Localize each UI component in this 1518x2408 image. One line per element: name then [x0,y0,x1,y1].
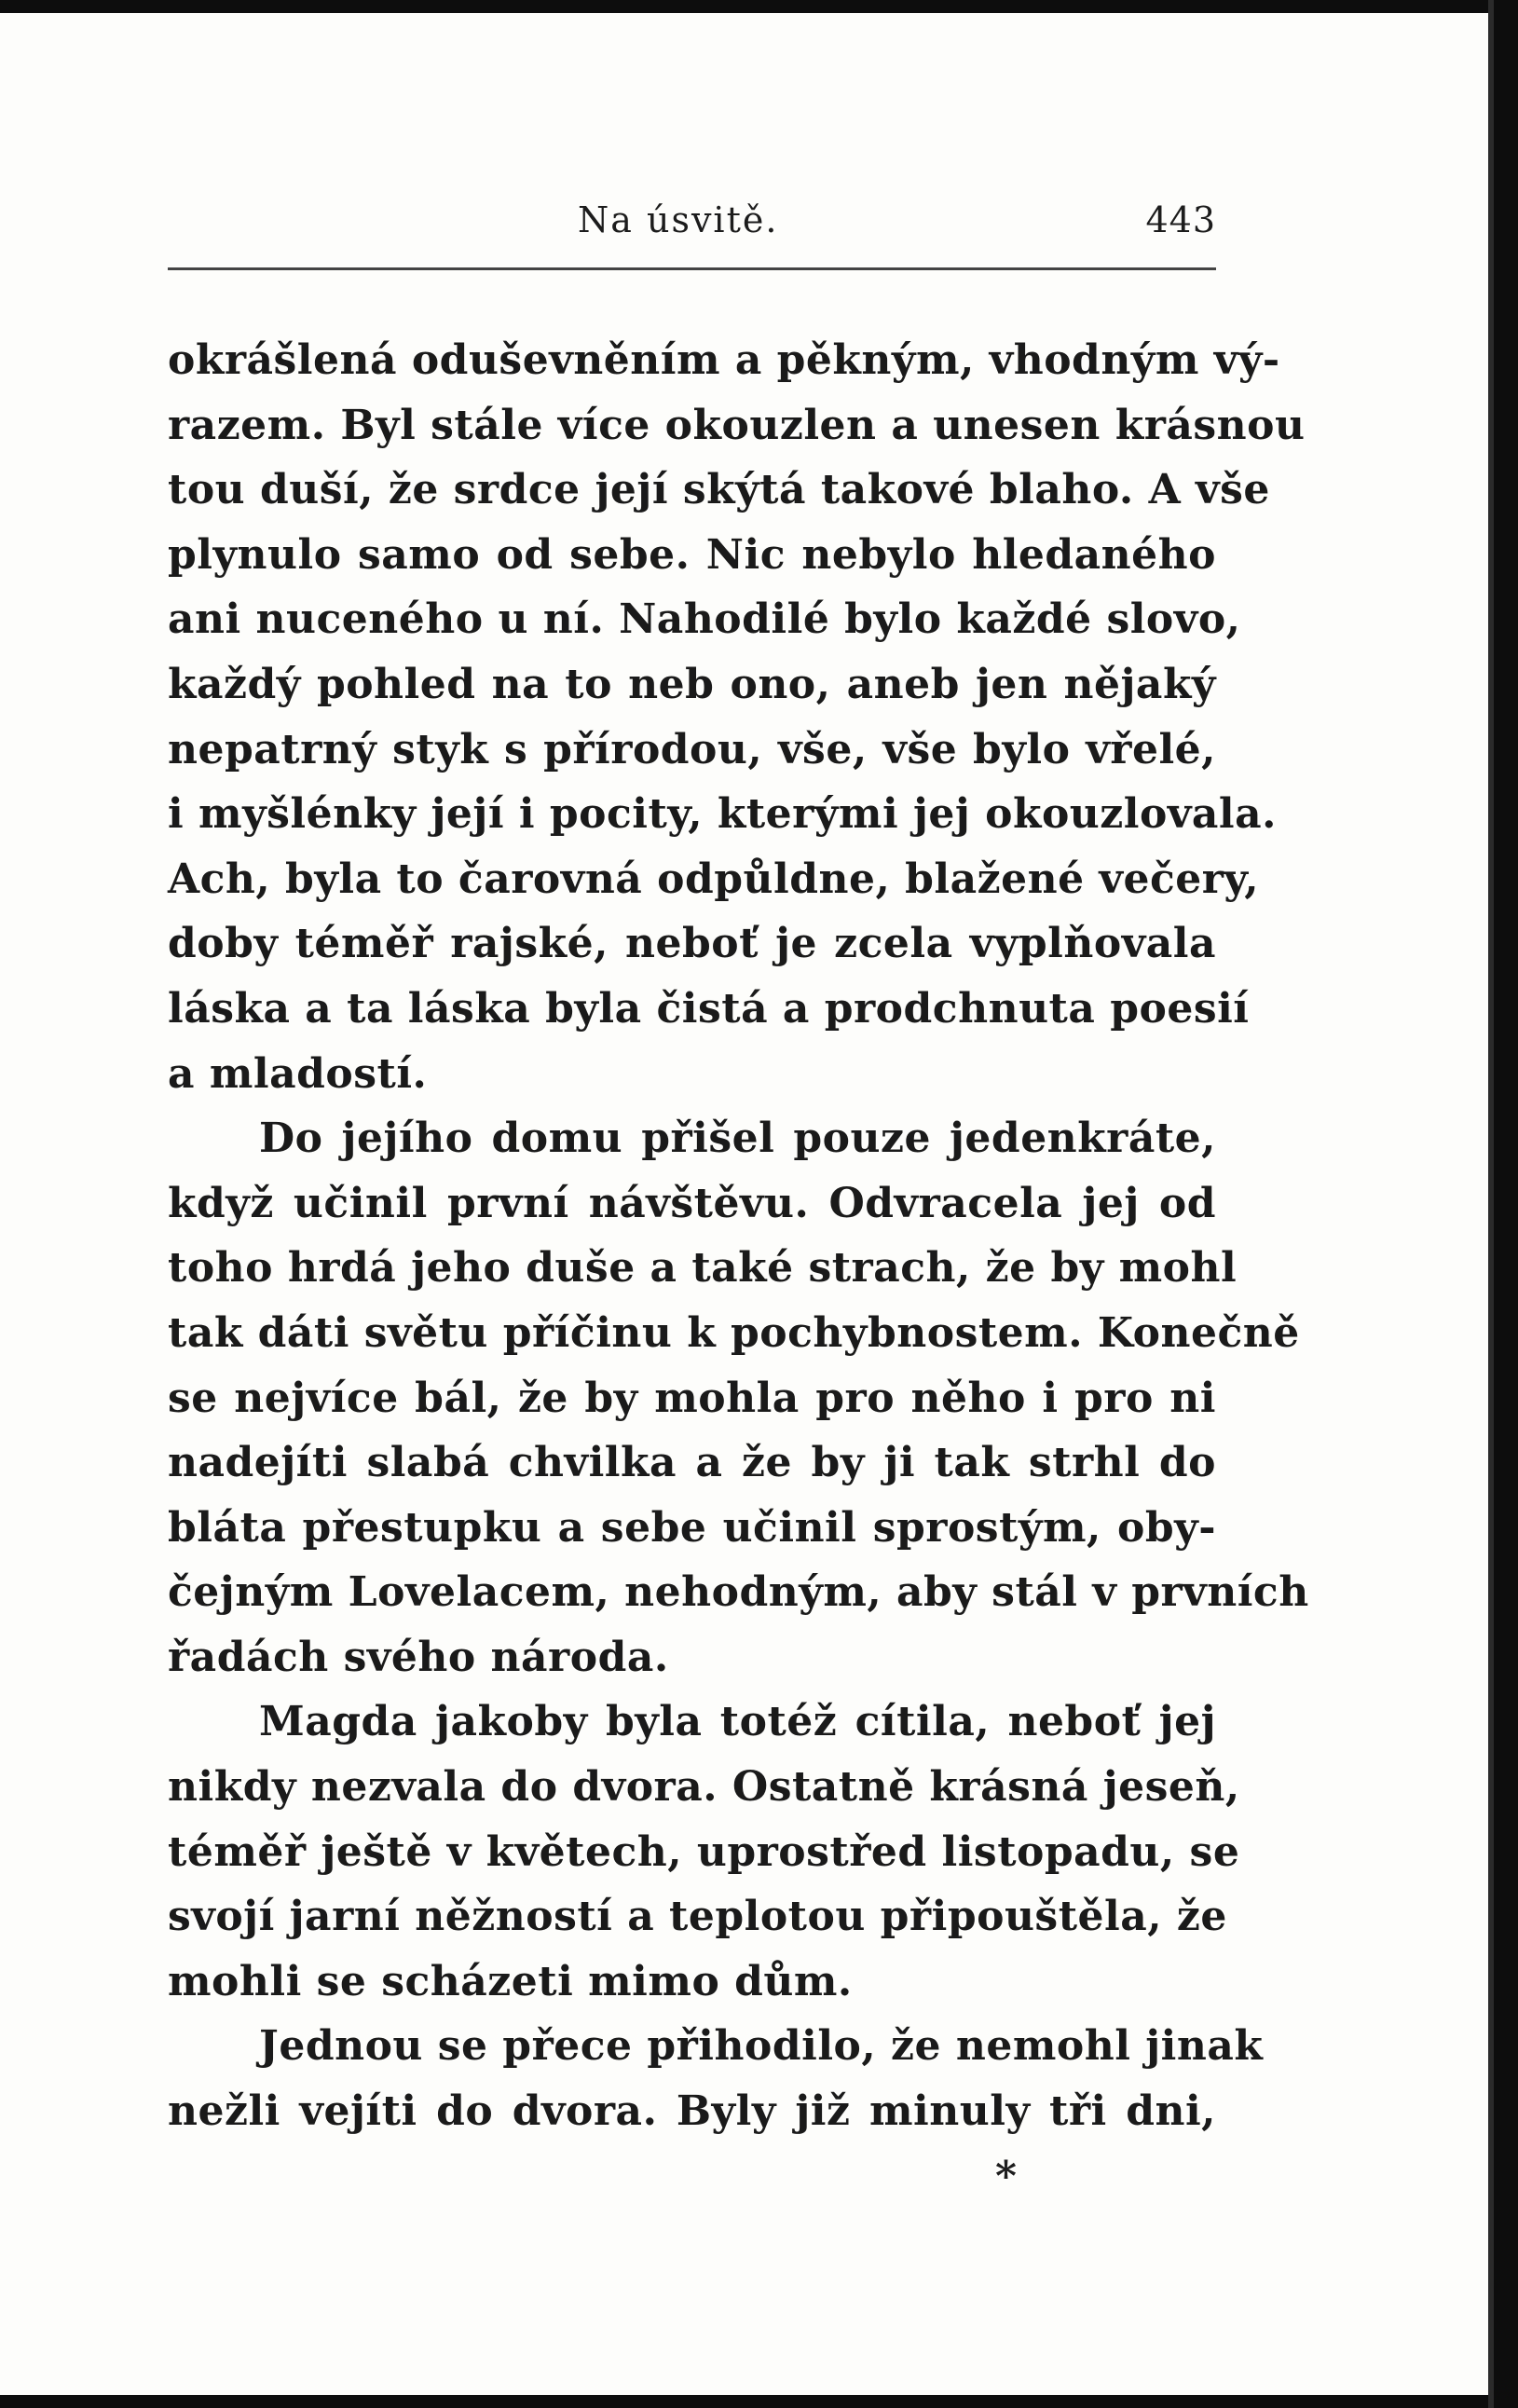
text-line: nikdy nezvala do dvora. Ostatně krásná jeseň, [168,1763,1240,1812]
text-line: nepatrný styk s přírodou, vše, vše bylo vřelé, [168,725,1216,773]
text-line: razem. Byl stále více okouzlen a unesen krásnou [168,401,1306,449]
text-line: plynulo samo od sebe. Nic nebylo hledaného [168,530,1216,579]
text-line: i myšlénky její i pocity, kterými jej okouzlovala. [168,790,1277,839]
text-line: když učinil první návštěvu. Odvracela jej od [168,1179,1216,1227]
text-line: každý pohled na to neb ono, aneb jen nějaký [168,660,1216,708]
text-line: ani nuceného u ní. Nahodilé bylo každé slovo, [168,595,1241,644]
scan-bottom-border [0,2395,1518,2408]
running-head [168,199,1216,255]
paragraph-start-line: Magda jakoby byla totéž cítila, neboť jej [259,1698,1216,1746]
text-line: toho hrdá jeho duše a také strach, že by mohl [168,1244,1238,1293]
scan-top-border [0,0,1518,13]
running-title: Na úsvitě. [578,199,779,240]
scan-right-border [1494,0,1518,2408]
text-line: láska a ta láska byla čistá a prodchnuta poesií [168,984,1250,1033]
body-text [168,328,1309,2144]
paragraph-end-line: řadách svého národa. [168,1633,669,1681]
text-line: nežli vejíti do dvora. Byly již minuly tři dni, [168,2087,1216,2136]
page-number: 443 [1145,199,1216,240]
paragraph-end-line: a mladostí. [168,1049,428,1098]
text-line: Ach, byla to čarovná odpůldne, blažené večery, [168,855,1260,903]
text-line: bláta přestupku a sebe učinil sprostým, oby- [168,1503,1216,1552]
text-line: tak dáti světu příčinu k pochybnostem. Konečně [168,1308,1300,1357]
signature-mark: * [995,2153,1018,2200]
paragraph-start-line: Jednou se přece přihodilo, že nemohl jinak [259,2022,1264,2071]
text-line: nadejíti slabá chvilka a že by ji tak strhl do [168,1439,1216,1487]
paragraph-start-line: Do jejího domu přišel pouze jedenkráte, [259,1115,1216,1163]
text-line: se nejvíce bál, že by mohla pro něho i pro ni [168,1374,1216,1422]
text-line: okrášlená oduševněním a pěkným, vhodným vý- [168,336,1280,384]
header-rule [168,267,1216,270]
text-line: téměř ještě v květech, uprostřed listopadu, se [168,1827,1240,1876]
text-line: svojí jarní něžností a teplotou připouštěla, že [168,1893,1227,1941]
text-line: doby téměř rajské, neboť je zcela vyplňovala [168,920,1216,968]
text-line: tou duší, že srdce její skýtá takové blaho. A vše [168,466,1270,514]
paragraph-end-line: mohli se scházeti mimo dům. [168,1957,853,2005]
text-line: čejným Lovelacem, nehodným, aby stál v prvních [168,1568,1309,1617]
